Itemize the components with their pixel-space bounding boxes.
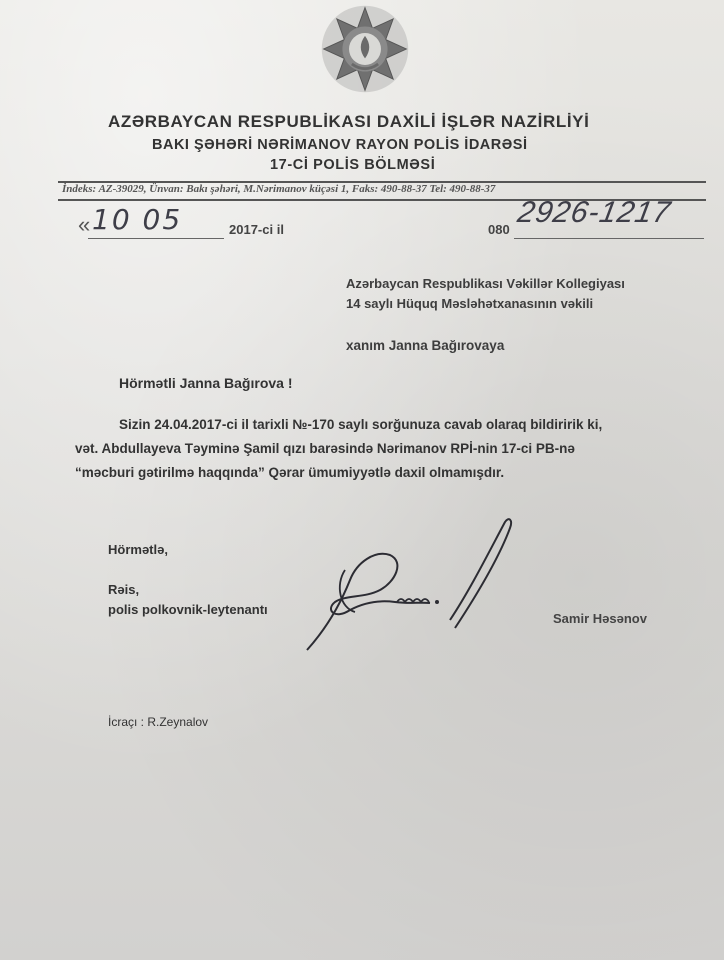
date-quote: « — [78, 212, 91, 237]
signer-position-1: Rəis, — [108, 582, 140, 597]
recipient-line2: 14 saylı Hüquq Məsləhətxanasının vəkili — [346, 296, 594, 311]
recipient-line1: Azərbaycan Respublikası Vəkillər Kollegiyası — [346, 276, 625, 291]
recipient-name: xanım Janna Bağırovaya — [346, 338, 505, 353]
body-line-1: Sizin 24.04.2017-ci il tarixli №-170 saylı sorğunuza cavab olaraq bildiririk ki, — [119, 417, 603, 432]
unit-title: 17-Cİ POLİS BÖLMƏSİ — [270, 157, 436, 173]
signer-position-2: polis polkovnik-leytenantı — [108, 602, 268, 617]
state-emblem-icon — [318, 2, 412, 96]
handwritten-number: 2926-1217 — [515, 196, 674, 229]
greeting: Hörmətli Janna Bağırova ! — [119, 375, 293, 391]
year-text: 2017-ci il — [229, 222, 284, 237]
number-label: 080 — [488, 222, 510, 237]
body-line-2: vət. Abdullayeva Təyminə Şamil qızı barəsində Nərimanov RPİ-nin 17-ci PB-nə — [75, 441, 575, 456]
signer-name: Samir Həsənov — [553, 611, 647, 626]
handwritten-date: 10 05 — [92, 203, 183, 236]
closing-regards: Hörmətlə, — [108, 542, 168, 557]
department-title: BAKI ŞƏHƏRİ NƏRİMANOV RAYON POLİS İDARƏSİ — [152, 137, 528, 153]
executor-line: İcraçı : R.Zeynalov — [108, 715, 209, 729]
body-line-3: “məcburi gətirilmə haqqında” Qərar ümumiyyətlə daxil olmamışdır. — [75, 465, 505, 480]
ministry-title: AZƏRBAYCAN RESPUBLİKASI DAXİLİ İŞLƏR NAZİRLİYİ — [108, 112, 590, 131]
number-underline — [514, 238, 704, 239]
date-underline — [88, 238, 224, 239]
signature-icon — [295, 510, 525, 660]
contact-line: İndeks: AZ-39029, Ünvan: Bakı şəhəri, M.Nərimanov küçəsi 1, Faks: 490-88-37 Tel: 490-88-37 — [62, 183, 496, 195]
